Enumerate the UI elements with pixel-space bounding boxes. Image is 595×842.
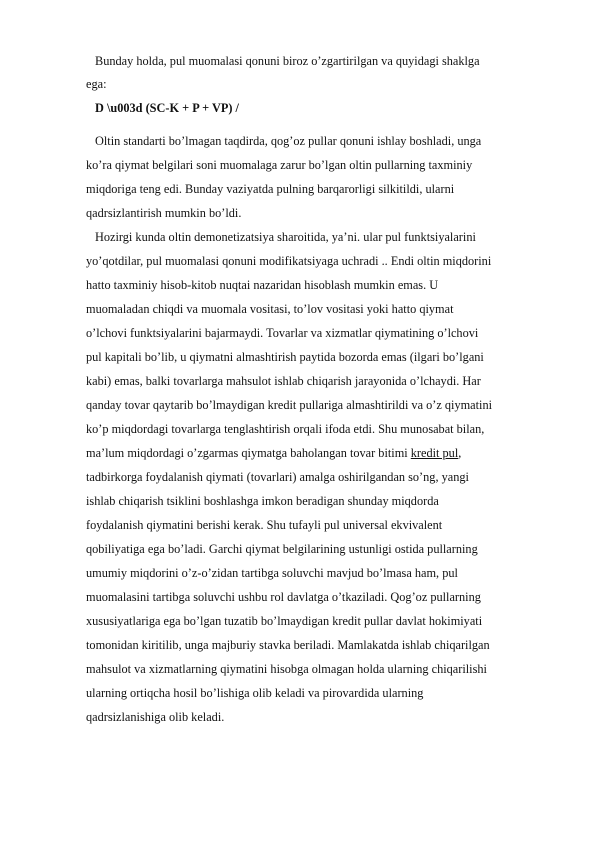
- paragraph-3-line: ko’p miqdordagi tovarlarga tenglashtirish orqali ifoda etdi. Shu munosabat bilan,: [86, 422, 485, 436]
- paragraph-3-line: muomaladan chiqdi va muomala vositasi, to’lov vositasi yoki hatto qiymat: [86, 302, 454, 316]
- paragraph-2-line: Oltin standarti bo’lmagan taqdirda, qog’oz pullar qonuni ishlay boshladi, unga: [95, 134, 482, 148]
- paragraph-3-line: qadrsizlanishiga olib keladi.: [86, 710, 225, 724]
- paragraph-3-line: hatto taxminiy hisob-kitob nuqtai nazaridan hisoblash mumkin emas. U: [86, 278, 439, 292]
- paragraph-3-line: tadbirkorga foydalanish qiymati (tovarlari) amalga oshirilgandan so’ng, yangi: [86, 470, 469, 484]
- line-text: ma’lum miqdordagi o’zgarmas qiymatga baholangan tovar bitimi: [86, 446, 411, 460]
- paragraph-3-line: xususiyatlariga ega bo’lgan tuzatib bo’lmaydigan kredit pullar davlat hokimiyati: [86, 614, 483, 628]
- paragraph-3-line: ularning ortiqcha hosil bo’lishiga olib keladi va pirovardida ularning: [86, 686, 424, 700]
- paragraph-3-line: Hozirgi kunda oltin demonetizatsiya sharoitida, ya’ni. ular pul funktsiyalarini: [95, 230, 476, 244]
- paragraph-3-line: yo’qotdilar, pul muomalasi qonuni modifikatsiyaga uchradi .. Endi oltin miqdorini: [86, 254, 492, 268]
- paragraph-3-line: mahsulot va xizmatlarning qiymatini hisobga olmagan holda ularning chiqarilishi: [86, 662, 487, 676]
- paragraph-1-line: Bunday holda, pul muomalasi qonuni biroz o’zgartirilgan va quyidagi shaklga: [95, 54, 480, 68]
- paragraph-3-line: o’lchovi funktsiyalarini bajarmaydi. Tovarlar va xizmatlar qiymatining o’lchovi: [86, 326, 479, 340]
- line-text: ,: [458, 446, 462, 460]
- paragraph-2-line: ko’ra qiymat belgilari soni muomalaga zarur bo’lgan oltin pullarning taxminiy: [86, 158, 473, 172]
- paragraph-3-line: ishlab chiqarish tsiklini boshlashga imkon beradigan shunday miqdorda: [86, 494, 439, 508]
- paragraph-3-line: umumiy miqdorini o’z-o’zidan tartibga soluvchi mavjud bo’lmasa ham, pul: [86, 566, 458, 580]
- paragraph-3-line: qobiliyatiga ega bo’ladi. Garchi qiymat belgilarining ustunligi ostida pullarning: [86, 542, 478, 556]
- kredit-pul-link[interactable]: kredit pul: [410, 446, 459, 460]
- paragraph-3-line: qanday tovar qaytarib bo’lmaydigan kredit pullariga almashtirildi va o’z qiymatini: [86, 398, 493, 412]
- paragraph-3-line: kabi) emas, balki tovarlarga mahsulot ishlab chiqarish jarayonida o’lchaydi. Har: [86, 374, 481, 388]
- formula: D \u003d (SC-K + P + VP) /: [95, 101, 239, 115]
- paragraph-2-line: qadrsizlantirish mumkin bo’ldi.: [86, 206, 242, 220]
- paragraph-3-line: [86, 445, 461, 461]
- paragraph-2-line: miqdoriga teng edi. Bunday vaziyatda pulning barqarorligi silkitildi, ularni: [86, 182, 455, 196]
- paragraph-3-line: pul kapitali bo’lib, u qiymatni almashtirish paytida bozorda emas (ilgari bo’lgani: [86, 350, 484, 364]
- paragraph-3-line: foydalanish qiymatini berishi kerak. Shu tufayli pul universal ekvivalent: [86, 518, 443, 532]
- paragraph-1-line: ega:: [86, 77, 107, 91]
- paragraph-3-line: tomonidan kiritilib, unga majburiy stavka beriladi. Mamlakatda ishlab chiqarilgan: [86, 638, 490, 652]
- paragraph-3-line: muomalasini tartibga soluvchi ushbu rol davlatga o’tkaziladi. Qog’oz pullarning: [86, 590, 481, 604]
